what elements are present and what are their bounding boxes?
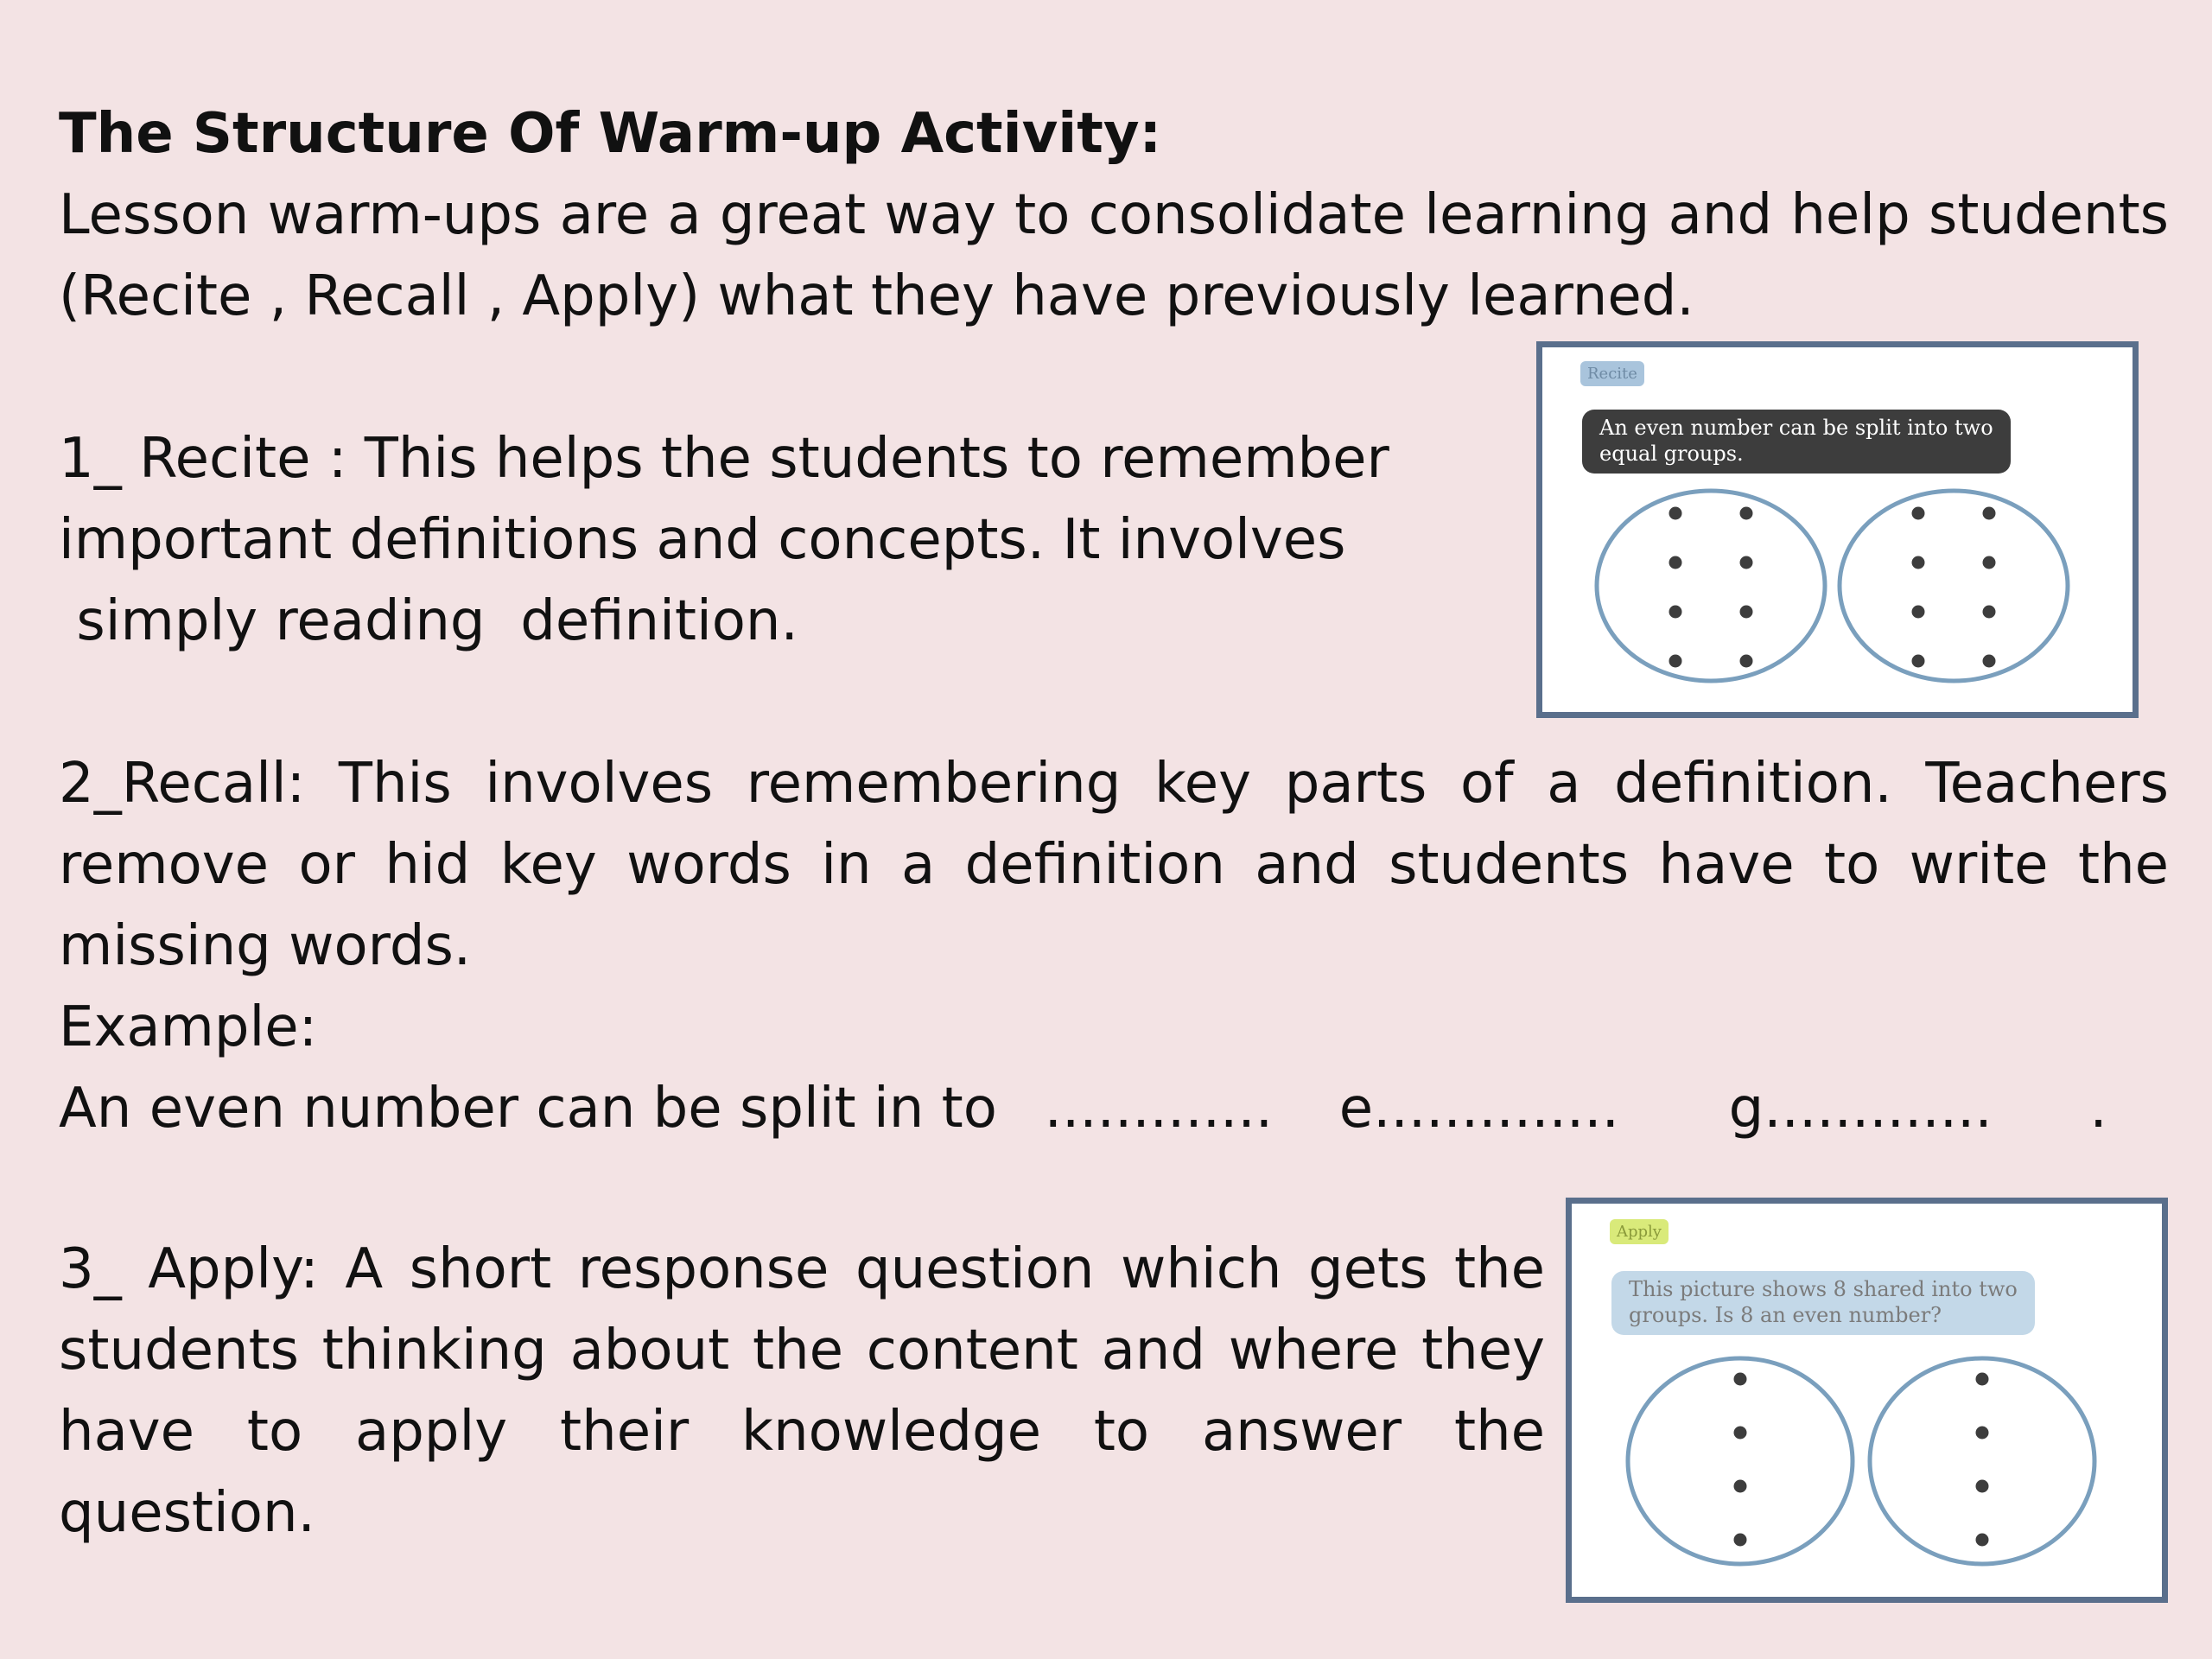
dot [1734,1534,1747,1547]
dot [1912,556,1925,569]
example-sentence [59,1068,2107,1149]
recite-line: simply reading definition. [59,589,798,653]
dot [1740,556,1753,569]
apply-groups-illustration [1572,1204,2162,1597]
apply-paragraph: 3_ Apply: A short response question which gets the students thinking about the content and where they have to apply their knowledge to answer the question. [59,1237,1545,1545]
dot [1983,507,1996,520]
dot [1912,655,1925,668]
dot [1976,1373,1989,1386]
dot [1983,655,1996,668]
dot [1976,1427,1989,1440]
group-circle [1628,1358,1853,1564]
dot [1912,606,1925,619]
example-end-dot: . [2089,1077,2107,1141]
group-circle [1597,491,1825,681]
dot [1669,606,1682,619]
example-prefix: An even number can be split in to [59,1077,997,1141]
apply-picture [1566,1198,2168,1603]
dot [1734,1480,1747,1493]
apply-tag: Apply [1610,1219,1669,1244]
dot [1983,556,1996,569]
recall-paragraph: 2_Recall: This involves remembering key parts of a definition. Teachers remove or hid key words in a definition and students have to write the missing words. [59,752,2169,978]
dot [1734,1427,1747,1440]
recite-picture [1536,341,2139,718]
dot [1740,606,1753,619]
dot [1976,1480,1989,1493]
dot [1983,606,1996,619]
example-blank-2: e.............. [1338,1077,1619,1141]
example-blank-1: ............. [1044,1077,1274,1141]
dot [1912,507,1925,520]
slide-title: The Structure Of Warm-up Activity: [59,102,1162,166]
recite-paragraph [59,418,1407,662]
dot [1734,1373,1747,1386]
dot [1669,655,1682,668]
group-circle [1840,491,2068,681]
intro-paragraph: Lesson warm-ups are a great way to consolidate learning and help students (Recite , Recall , Apply) what they have previously learned. [59,183,2169,328]
recite-groups-illustration [1542,347,2133,712]
apply-caption-bubble [1611,1271,2035,1335]
dot [1740,507,1753,520]
dot [1669,556,1682,569]
recite-caption-line: equal groups. [1599,442,1744,466]
apply-caption-line: This picture shows 8 shared into two [1629,1277,2018,1301]
recite-caption-bubble [1582,410,2011,474]
recite-tag: Recite [1580,361,1644,386]
example-blank-3: g............. [1728,1077,1993,1141]
dot [1740,655,1753,668]
recite-line: 1_ Recite : This helps the students to remember [59,427,1389,491]
dot [1669,507,1682,520]
example-label: Example: [59,995,318,1059]
dot [1976,1534,1989,1547]
recite-caption-line: An even number can be split into two [1599,416,1993,440]
recite-line: important definitions and concepts. It involves [59,508,1346,572]
apply-caption-line: groups. Is 8 an even number? [1629,1303,1942,1327]
group-circle [1870,1358,2094,1564]
